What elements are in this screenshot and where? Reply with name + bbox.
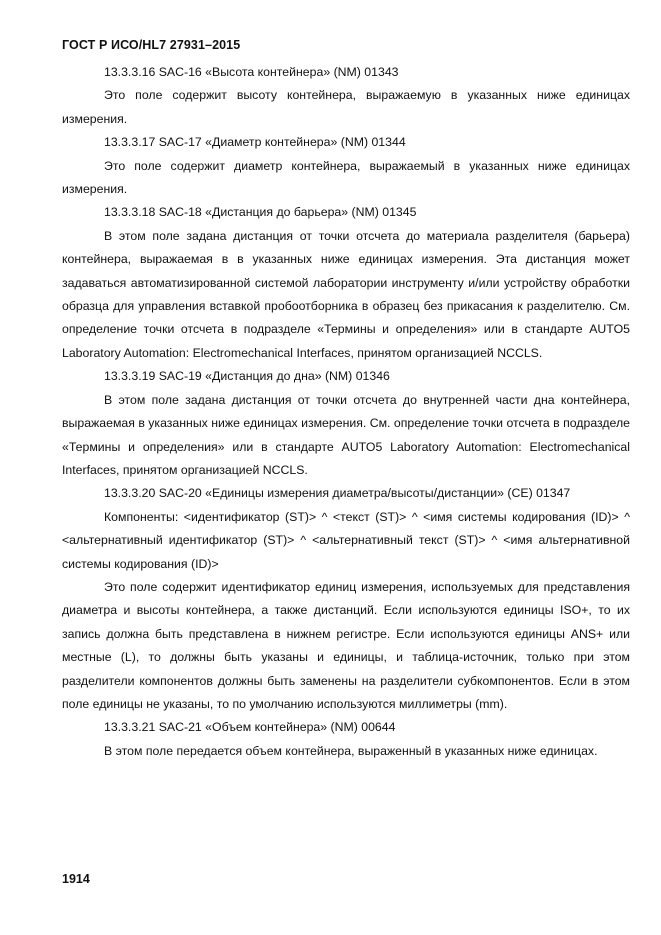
section-heading: 13.3.3.18 SAC-18 «Дистанция до барьера» (NM) 01345 bbox=[104, 205, 417, 220]
section-paragraph: В этом поле задана дистанция от точки отсчета до внутренней части дна контейнера, выражаемая в указанных ниже единицах измерения. См. определение точки отсчета в подразделе «Термины и определения» или в стандарте AUTO5 Laboratory Automation: Electromechanical Interfaces, принятом организацией NCCLS. bbox=[62, 392, 631, 477]
standard-header: ГОСТ Р ИСО/HL7 27931–2015 bbox=[62, 38, 241, 52]
section-heading: 13.3.3.20 SAC-20 «Единицы измерения диаметра/высоты/дистанции» (CE) 01347 bbox=[104, 486, 571, 501]
section-heading: 13.3.3.17 SAC-17 «Диаметр контейнера» (NM) 01344 bbox=[104, 135, 406, 150]
page-number: 1914 bbox=[62, 872, 90, 886]
section-heading: 13.3.3.19 SAC-19 «Дистанция до дна» (NM) 01346 bbox=[104, 369, 390, 384]
section-paragraph: Это поле содержит диаметр контейнера, выражаемый в указанных ниже единицах измерения. bbox=[62, 158, 630, 197]
section-heading: 13.3.3.16 SAC-16 «Высота контейнера» (NM) 01343 bbox=[104, 65, 399, 79]
section-paragraph: В этом поле передается объем контейнера, выраженный в указанных ниже единицах. bbox=[104, 743, 598, 758]
document-body bbox=[62, 61, 630, 763]
section-paragraph: Это поле содержит высоту контейнера, выражаемую в указанных ниже единицах измерения. bbox=[62, 88, 630, 126]
section-paragraph: В этом поле задана дистанция от точки отсчета до материала разделителя (барьера) контейнера, выражаемая в в указанных ниже единицах измерения. Эта дистанция может задаваться автоматизированной системой лаборатории инструменту и/или устройству обработки образца для управления вставкой пробоотборника в образец без прикасания к разделителю. См. определение точки отсчета в подразделе «Термины и определения» или в стандарте AUTO5 Laboratory Automation: Electromechanical Interfaces, принятом организацией NCCLS. bbox=[62, 228, 630, 360]
section-paragraph: Компоненты: <идентификатор (ST)> ^ <текст (ST)> ^ <имя системы кодирования (ID)> ^ <альтернативный идентификатор (ST)> ^ <альтернативный текст (ST)> ^ <имя альтернативной системы кодирования (ID)> bbox=[62, 509, 630, 571]
section-paragraph: Это поле содержит идентификатор единиц измерения, используемых для представления диаметра и высоты контейнера, а также дистанций. Если используются единицы ISO+, то их запись должна быть представлена в нижнем регистре. Если используются единицы ANS+ или местные (L), то должны быть указаны и единицы, и таблица-источник, только при этом разделители компонентов должны быть заменены на разделители субкомпонентов. Если в этом поле единицы не указаны, то по умолчанию используются миллиметры (mm). bbox=[62, 579, 630, 711]
section-heading: 13.3.3.21 SAC-21 «Объем контейнера» (NM) 00644 bbox=[104, 720, 396, 735]
